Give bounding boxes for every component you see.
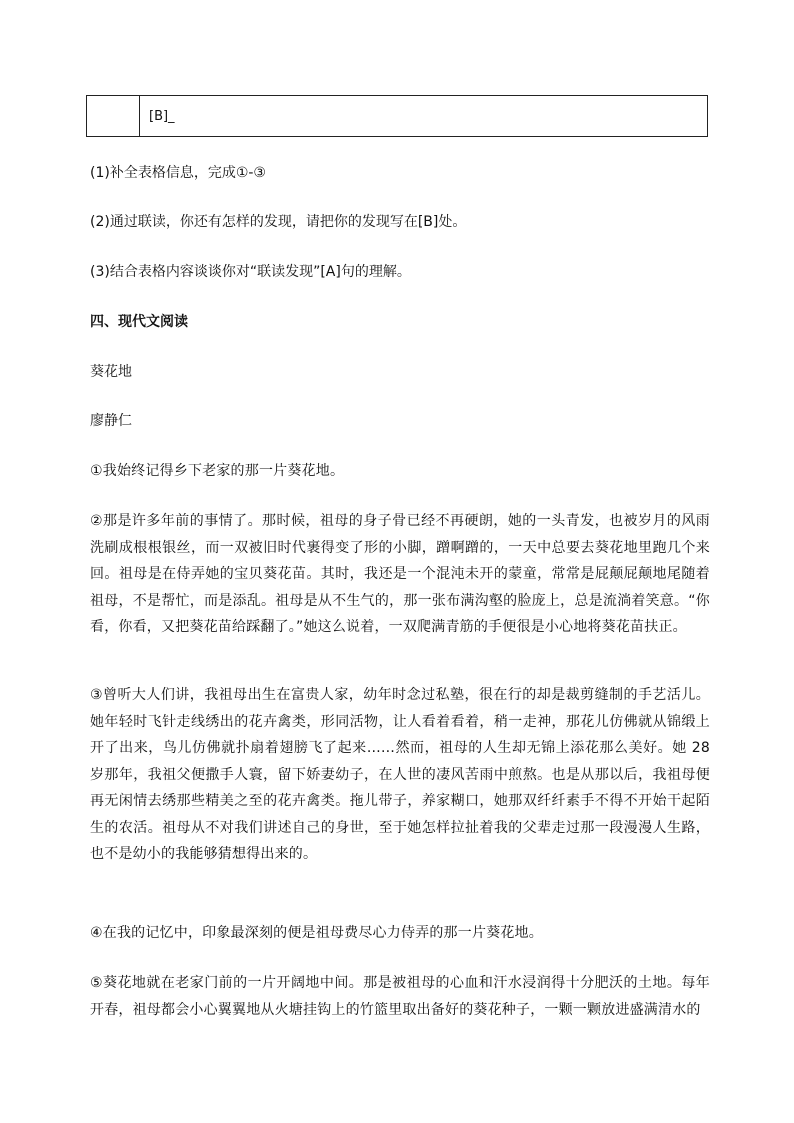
table-cell-b: [B]_ [140,96,708,137]
article-author: 廖静仁 [90,413,132,429]
question-1: (1)补全表格信息，完成①-③ [90,165,266,181]
table-row [87,96,708,137]
article-title: 葵花地 [90,364,132,380]
paragraph-2: ②那是许多年前的事情了。那时候，祖母的身子骨已经不再硬朗，她的一头青发，也被岁月的风雨洗刷成根根银丝，而一双被旧时代裹得变了形的小脚，蹭啊蹭的，一天中总要去葵花地里跑几个来回。祖母是在侍弄她的宝贝葵花苗。其时，我还是一个混沌未开的蒙童，常常是屁颠屁颠地尾随着祖母，不是帮忙，而是添乱。祖母是从不生气的，那一张布满沟壑的脸庞上，总是流淌着笑意。“你看，你看，又把葵花苗给踩翻了。”她这么说着，一双爬满青筋的手便很是小心地将葵花苗扶正。 [90,513,710,635]
table-cell-empty [87,96,140,137]
question-3: (3)结合表格内容谈谈你对“联读发现”[A]句的理解。 [90,264,411,280]
question-2: (2)通过联读，你还有怎样的发现，请把你的发现写在[B]处。 [90,214,467,230]
answer-table [86,95,708,137]
paragraph-1: ①我始终记得乡下老家的那一片葵花地。 [90,463,345,479]
paragraph-5: ⑤葵花地就在老家门前的一片开阔地中间。那是被祖母的心血和汗水浸润得十分肥沃的土地。每年开春，祖母都会小心翼翼地从火塘挂钩上的竹篮里取出备好的葵花种子，一颗一颗放进盛满清水的 [90,975,710,1018]
paragraph-4: ④在我的记忆中，印象最深刻的便是祖母费尽心力侍弄的那一片葵花地。 [90,925,543,941]
paragraph-3: ③曾听大人们讲，我祖母出生在富贵人家，幼年时念过私塾，很在行的却是裁剪缝制的手艺活儿。她年轻时飞针走线绣出的花卉禽类，形同活物，让人看着看着，稍一走神，那花儿仿佛就从锦缎上开了出来，鸟儿仿佛就扑扇着翅膀飞了起来……然而，祖母的人生却无锦上添花那么美好。她 28 岁那年，我祖父便撒手人寰，留下娇妻幼子，在人世的凄风苦雨中煎熬。也是从那以后，我祖母便再无闲情去绣那些精美之至的花卉禽类。拖儿带子，养家糊口，她那双纤纤素手不得不开始干起陌生的农活。祖母从不对我们讲述自己的身世，至于她怎样拉扯着我的父辈走过那一段漫漫人生路，也不是幼小的我能够猜想得出来的。 [90,687,710,862]
section-heading: 四、现代文阅读 [90,314,188,330]
